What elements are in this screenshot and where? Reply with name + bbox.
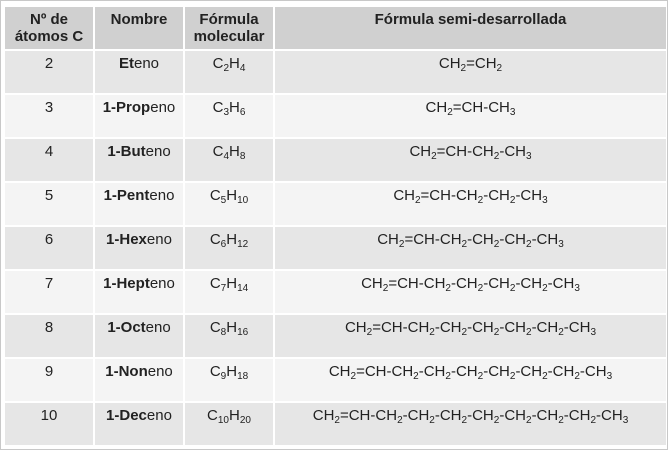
- name-suffix: eno: [146, 231, 172, 248]
- formula-subscript: 2: [447, 107, 453, 118]
- formula-text: =CH-CH: [404, 231, 462, 248]
- table-row: [5, 139, 666, 181]
- formula-text: -CH: [563, 319, 591, 336]
- formula-subscript: 5: [220, 195, 227, 206]
- formula-text: -CH: [515, 363, 543, 380]
- name-stem: Et: [118, 55, 134, 72]
- formula-text: =CH-CH: [436, 143, 494, 160]
- molecular-formula-cell: [185, 359, 273, 401]
- name-suffix: eno: [147, 363, 173, 380]
- semi-formula-cell: [275, 95, 666, 137]
- formula-subscript: 2: [493, 327, 500, 338]
- table-row: [5, 183, 666, 225]
- formula-subscript: 3: [558, 239, 564, 250]
- formula-text: -CH: [596, 407, 623, 424]
- alkenes-table: [3, 5, 668, 447]
- formula-subscript: 3: [590, 327, 597, 338]
- formula-subscript: 3: [622, 415, 629, 426]
- formula-text: -CH: [418, 363, 446, 380]
- semi-formula-cell: [275, 359, 666, 401]
- formula-subscript: 2: [461, 327, 468, 338]
- formula-text: -CH: [499, 319, 526, 336]
- formula-subscript: 2: [526, 239, 532, 250]
- formula-text: CH: [393, 187, 415, 204]
- formula-subscript: 10: [217, 415, 229, 426]
- formula-subscript: 2: [542, 371, 548, 382]
- name-cell: [95, 95, 183, 137]
- name-cell: [95, 315, 183, 357]
- name-cell: [95, 51, 183, 93]
- semi-formula-cell: [275, 139, 666, 181]
- formula-subscript: 3: [223, 107, 229, 118]
- name-suffix: eno: [146, 407, 172, 424]
- formula-subscript: 10: [237, 195, 249, 206]
- molecular-formula-cell: [185, 95, 273, 137]
- formula-subscript: 2: [590, 415, 597, 426]
- molecular-formula-cell: [185, 51, 273, 93]
- formula-subscript: 2: [334, 415, 340, 426]
- formula-text: -CH: [531, 231, 559, 248]
- molecular-formula-cell: [185, 139, 273, 181]
- formula-text: =CH-CH: [452, 99, 510, 116]
- formula-text: CH: [425, 99, 448, 116]
- name-suffix: eno: [145, 319, 171, 336]
- name-cell: [95, 139, 183, 181]
- formula-subscript: 3: [509, 107, 516, 118]
- formula-subscript: 2: [477, 283, 484, 294]
- formula-text: -CH: [547, 275, 575, 292]
- formula-subscript: 2: [460, 63, 467, 74]
- formula-text: H: [226, 187, 238, 204]
- formula-text: -CH: [499, 231, 526, 248]
- formula-text: -CH: [563, 407, 591, 424]
- formula-text: -CH: [531, 319, 559, 336]
- formula-text: =CH-CH: [420, 187, 478, 204]
- formula-text: =CH-CH: [388, 275, 446, 292]
- formula-text: C: [207, 407, 218, 424]
- formula-text: CH: [438, 55, 461, 72]
- name-stem: 1-Oct: [107, 319, 146, 336]
- formula-text: =CH-CH: [372, 319, 430, 336]
- name-stem: 1-Pent: [103, 187, 150, 204]
- formula-subscript: 2: [366, 327, 373, 338]
- header-name: Nombre: [95, 7, 183, 49]
- formula-subscript: 2: [509, 195, 516, 206]
- formula-subscript: 2: [431, 151, 437, 162]
- formula-text: H: [229, 99, 240, 116]
- header-semi: Fórmula semi-desarrollada: [275, 7, 666, 49]
- formula-subscript: 2: [429, 415, 435, 426]
- formula-subscript: 4: [239, 63, 246, 74]
- formula-subscript: 18: [237, 371, 249, 382]
- formula-subscript: 2: [509, 371, 516, 382]
- formula-text: H: [229, 407, 240, 424]
- formula-text: -CH: [531, 407, 559, 424]
- header-row: [5, 7, 666, 49]
- semi-formula-cell: [275, 403, 666, 445]
- molecular-formula-cell: [185, 271, 273, 313]
- formula-text: H: [226, 275, 238, 292]
- formula-subscript: 2: [542, 283, 548, 294]
- carbon-count-cell: 8: [5, 315, 93, 357]
- formula-text: H: [226, 231, 238, 248]
- header-carbons-line-1: Nº de: [30, 11, 68, 28]
- formula-subscript: 2: [493, 151, 500, 162]
- formula-subscript: 2: [414, 195, 421, 206]
- header-molecular-line-1: Fórmula: [199, 11, 259, 28]
- name-stem: 1-But: [107, 143, 146, 160]
- formula-text: -CH: [547, 363, 575, 380]
- semi-formula-cell: [275, 183, 666, 225]
- name-cell: [95, 227, 183, 269]
- name-stem: 1-Hept: [103, 275, 150, 292]
- formula-subscript: 3: [542, 195, 548, 206]
- semi-formula-cell: [275, 51, 666, 93]
- formula-text: -CH: [579, 363, 607, 380]
- formula-text: -CH: [434, 319, 462, 336]
- formula-text: CH: [361, 275, 383, 292]
- formula-text: C: [209, 363, 221, 380]
- formula-text: CH: [377, 231, 399, 248]
- formula-subscript: 2: [382, 283, 389, 294]
- formula-subscript: 2: [445, 283, 451, 294]
- formula-subscript: 3: [606, 371, 613, 382]
- name-cell: [95, 183, 183, 225]
- semi-formula-cell: [275, 271, 666, 313]
- formula-text: CH: [328, 363, 351, 380]
- formula-text: -CH: [450, 363, 478, 380]
- formula-subscript: 6: [220, 239, 227, 250]
- name-suffix: eno: [145, 143, 171, 160]
- formula-text: -CH: [483, 275, 510, 292]
- formula-subscript: 2: [223, 63, 229, 74]
- name-suffix: eno: [149, 187, 175, 204]
- formula-text: -CH: [467, 407, 494, 424]
- formula-text: H: [226, 319, 238, 336]
- name-stem: 1-Prop: [102, 99, 151, 116]
- header-molecular: [185, 7, 273, 49]
- formula-text: -CH: [483, 363, 510, 380]
- formula-subscript: 2: [397, 415, 403, 426]
- formula-text: -CH: [515, 187, 543, 204]
- formula-subscript: 7: [220, 283, 227, 294]
- header-carbons: [5, 7, 93, 49]
- formula-text: CH: [312, 407, 335, 424]
- formula-text: C: [212, 143, 224, 160]
- name-stem: 1-Hex: [106, 231, 147, 248]
- formula-subscript: 2: [413, 371, 419, 382]
- formula-text: H: [229, 143, 240, 160]
- table-row: [5, 271, 666, 313]
- header-molecular-line-2: molecular: [193, 28, 265, 45]
- table-row: [5, 315, 666, 357]
- name-cell: [95, 271, 183, 313]
- name-cell: [95, 403, 183, 445]
- table-row: [5, 51, 666, 93]
- carbon-count-cell: 2: [5, 51, 93, 93]
- formula-text: -CH: [434, 407, 462, 424]
- formula-subscript: 2: [558, 415, 564, 426]
- formula-text: H: [229, 55, 240, 72]
- formula-text: C: [209, 319, 221, 336]
- table-header: [5, 7, 666, 49]
- formula-subscript: 2: [558, 327, 564, 338]
- formula-text: -CH: [450, 275, 478, 292]
- carbon-count-cell: 3: [5, 95, 93, 137]
- formula-text: -CH: [499, 407, 526, 424]
- table-row: [5, 403, 666, 445]
- semi-formula-cell: [275, 315, 666, 357]
- header-carbons-line-2: átomos C: [14, 28, 84, 45]
- name-suffix: eno: [149, 275, 175, 292]
- formula-text: -CH: [483, 187, 510, 204]
- molecular-formula-cell: [185, 183, 273, 225]
- name-stem: 1-Dec: [106, 407, 147, 424]
- formula-subscript: 2: [429, 327, 435, 338]
- molecular-formula-cell: [185, 315, 273, 357]
- carbon-count-cell: 4: [5, 139, 93, 181]
- formula-subscript: 2: [526, 415, 532, 426]
- formula-subscript: 2: [493, 415, 500, 426]
- name-suffix: eno: [133, 55, 160, 72]
- formula-subscript: 2: [461, 239, 468, 250]
- formula-text: C: [212, 55, 224, 72]
- formula-text: C: [212, 99, 224, 116]
- table-body: [5, 51, 666, 445]
- molecular-formula-cell: [185, 403, 273, 445]
- table-row: [5, 227, 666, 269]
- formula-subscript: 2: [398, 239, 405, 250]
- formula-subscript: 2: [493, 239, 500, 250]
- formula-text: CH: [344, 319, 367, 336]
- formula-subscript: 2: [477, 371, 484, 382]
- formula-subscript: 4: [223, 151, 229, 162]
- name-stem: 1-Non: [105, 363, 148, 380]
- formula-subscript: 8: [220, 327, 227, 338]
- carbon-count-cell: 10: [5, 403, 93, 445]
- formula-text: -CH: [402, 407, 430, 424]
- formula-text: CH: [409, 143, 432, 160]
- formula-subscript: 2: [509, 283, 516, 294]
- carbon-count-cell: 7: [5, 271, 93, 313]
- formula-subscript: 2: [496, 63, 503, 74]
- formula-subscript: 2: [477, 195, 484, 206]
- formula-text: -CH: [515, 275, 543, 292]
- formula-text: H: [226, 363, 238, 380]
- formula-text: C: [209, 187, 221, 204]
- table-row: [5, 359, 666, 401]
- table-row: [5, 95, 666, 137]
- formula-text: C: [209, 275, 221, 292]
- formula-subscript: 12: [237, 239, 249, 250]
- molecular-formula-cell: [185, 227, 273, 269]
- semi-formula-cell: [275, 227, 666, 269]
- formula-subscript: 6: [239, 107, 246, 118]
- formula-subscript: 2: [574, 371, 580, 382]
- formula-text: =CH-CH: [356, 363, 414, 380]
- carbon-count-cell: 5: [5, 183, 93, 225]
- formula-subscript: 16: [237, 327, 249, 338]
- formula-subscript: 3: [574, 283, 580, 294]
- formula-subscript: 2: [350, 371, 357, 382]
- formula-subscript: 2: [445, 371, 451, 382]
- formula-text: =CH-CH: [339, 407, 398, 424]
- formula-subscript: 2: [461, 415, 468, 426]
- carbon-count-cell: 9: [5, 359, 93, 401]
- formula-subscript: 20: [239, 415, 251, 426]
- formula-text: -CH: [467, 319, 494, 336]
- formula-subscript: 8: [239, 151, 246, 162]
- formula-subscript: 9: [220, 371, 227, 382]
- formula-subscript: 3: [526, 151, 532, 162]
- name-suffix: eno: [150, 99, 176, 116]
- formula-subscript: 2: [526, 327, 532, 338]
- formula-text: -CH: [499, 143, 526, 160]
- name-cell: [95, 359, 183, 401]
- formula-subscript: 14: [237, 283, 249, 294]
- formula-text: C: [209, 231, 221, 248]
- formula-text: -CH: [467, 231, 494, 248]
- carbon-count-cell: 6: [5, 227, 93, 269]
- formula-text: =CH: [466, 55, 497, 72]
